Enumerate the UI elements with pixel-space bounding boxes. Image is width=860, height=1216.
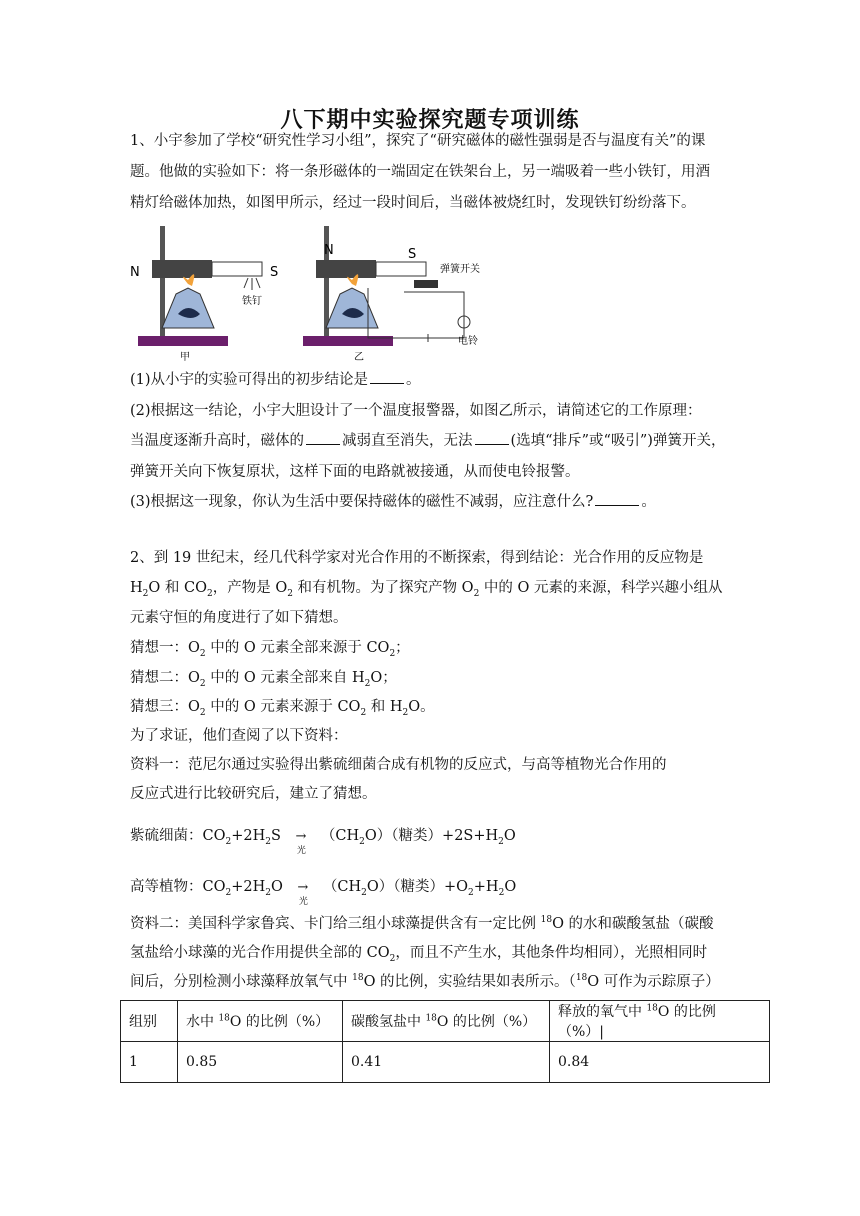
header-cell: 组别 — [121, 1001, 178, 1042]
answer-blank[interactable] — [595, 493, 639, 506]
results-table — [120, 1000, 770, 1083]
bell-label: 电铃 — [458, 336, 478, 347]
yi-n-label: N — [324, 243, 334, 258]
jia-clamp — [152, 260, 212, 278]
nails-label: 铁钉 — [242, 296, 262, 307]
yi-lamp — [326, 288, 378, 328]
resource2-line1: 资料二：美国科学家鲁宾、卡门给三组小球藻提供含有一定比例 $^{18}$O 的水和碳酸氢盐（碳酸 — [130, 915, 714, 932]
jia-n-label: N — [130, 265, 140, 280]
nails-icon — [244, 278, 260, 290]
page-title: 八下期中实验探究题专项训练 — [280, 108, 580, 133]
reaction-arrow-icon: → 光 — [295, 829, 307, 856]
yi-magnet — [376, 262, 426, 276]
q1-intro-line-3: 精灯给磁体加热，如图甲所示，经过一段时间后，当磁体被烧红时，发现铁钉纷纷落下。 — [130, 195, 696, 211]
header-cell: 水中 $^{18}$O 的比例（%） — [178, 1001, 343, 1042]
q1-part2-line2: 当温度逐渐升高时，磁体的 减弱直至消失，无法 (选填“排斥”或“吸引”)弹簧开关， — [130, 433, 726, 449]
table-cell: 0.84 — [550, 1042, 770, 1083]
q1-part1: (1)从小宇的实验可得出的初步结论是 。 — [130, 372, 421, 388]
answer-blank[interactable] — [370, 371, 404, 384]
guess-1: 猜想一：$O_2$ 中的 O 元素全部来源于 $CO_2$； — [130, 640, 410, 659]
resource2-line2: 氢盐给小球藻的光合作用提供全部的 $CO_2$，而且不产生水，其他条件均相同），光照相同时 — [130, 945, 708, 964]
resource1-line2: 反应式进行比较研究后，建立了猜想。 — [130, 786, 377, 802]
guess-3: 猜想三：$O_2$ 中的 O 元素来源于 $CO_2$ 和 $H_2O$。 — [130, 699, 435, 718]
q1-part2-line1: (2)根据这一结论，小宇大胆设计了一个温度报警器，如图乙所示，请简述它的工作原理： — [130, 403, 702, 419]
figure-jia — [130, 226, 278, 362]
jia-caption: 甲 — [180, 352, 190, 362]
jia-stand-rod — [160, 226, 165, 338]
answer-blank[interactable] — [306, 432, 340, 445]
q1-part3: (3)根据这一现象，你认为生活中要保持磁体的磁性不减弱，应注意什么? 。 — [130, 494, 656, 510]
guess-2: 猜想二：$O_2$ 中的 O 元素全部来自 $H_2O$； — [130, 670, 397, 689]
table-cell: 0.41 — [343, 1042, 550, 1083]
switch-label: 弹簧开关 — [440, 264, 480, 275]
answer-blank[interactable] — [475, 432, 509, 445]
yi-caption: 乙 — [354, 352, 364, 362]
table-cell: 0.85 — [178, 1042, 343, 1083]
circuit-wire — [368, 288, 464, 338]
figure-yi — [303, 226, 480, 362]
jia-lamp — [162, 288, 214, 328]
equation-bacteria: 紫硫细菌：$CO_2+2H_2S$ → 光 $(CH_2O)$（糖类）$+2S+H_2O$ — [130, 828, 516, 856]
q2-line1: 2、到 19 世纪末，经几代科学家对光合作用的不断探索，得到结论：光合作用的反应物是 — [130, 550, 704, 566]
table-row — [121, 1042, 770, 1083]
yi-clamp — [316, 260, 376, 278]
resource2-line3: 间后，分别检测小球藻释放氧气中 $^{18}$O 的比例，实验结果如表所示。（$^{18}$O 可作为示踪原子） — [130, 973, 720, 990]
q1-intro-line-2: 题。他做的实验如下：将一条形磁体的一端固定在铁架台上，另一端吸着一些小铁钉，用酒 — [130, 164, 710, 180]
q2-line3: 元素守恒的角度进行了如下猜想。 — [130, 610, 348, 626]
q2-line2: $H_2O$ 和 $CO_2$，产物是 $O_2$ 和有机物。为了探究产物 $O_2$ 中的 O 元素的来源，科学兴趣小组从 — [130, 580, 723, 599]
jia-s-label: S — [270, 265, 279, 280]
table-header-row — [121, 1001, 770, 1042]
header-cell: 释放的氧气中 $^{18}$O 的比例（%）| — [550, 1001, 770, 1042]
jia-stand-base — [138, 336, 228, 346]
spring-switch-icon — [414, 280, 438, 288]
magnet-experiment-figure — [128, 222, 508, 362]
yi-s-label: S — [408, 247, 417, 262]
reaction-arrow-icon: → 光 — [297, 880, 309, 907]
resource1-line1: 资料一：范尼尔通过实验得出紫硫细菌合成有机物的反应式，与高等植物光合作用的 — [130, 757, 667, 773]
jia-magnet — [212, 262, 262, 276]
header-cell: 碳酸氢盐中 $^{18}$O 的比例（%） — [343, 1001, 550, 1042]
q1-intro-line-1: 1、小宇参加了学校“研究性学习小组”，探究了“研究磁体的磁性强弱是否与温度有关”的课 — [130, 133, 706, 149]
q1-part2-line3: 弹簧开关向下恢复原状，这样下面的电路就被接通，从而使电铃报警。 — [130, 464, 580, 480]
equation-plants: 高等植物：$CO_2+2H_2O$ → 光 $(CH_2O)$（糖类）$+O_2+H_2O$ — [130, 879, 517, 907]
verify-line: 为了求证，他们查阅了以下资料： — [130, 728, 348, 744]
table-cell: 1 — [121, 1042, 178, 1083]
